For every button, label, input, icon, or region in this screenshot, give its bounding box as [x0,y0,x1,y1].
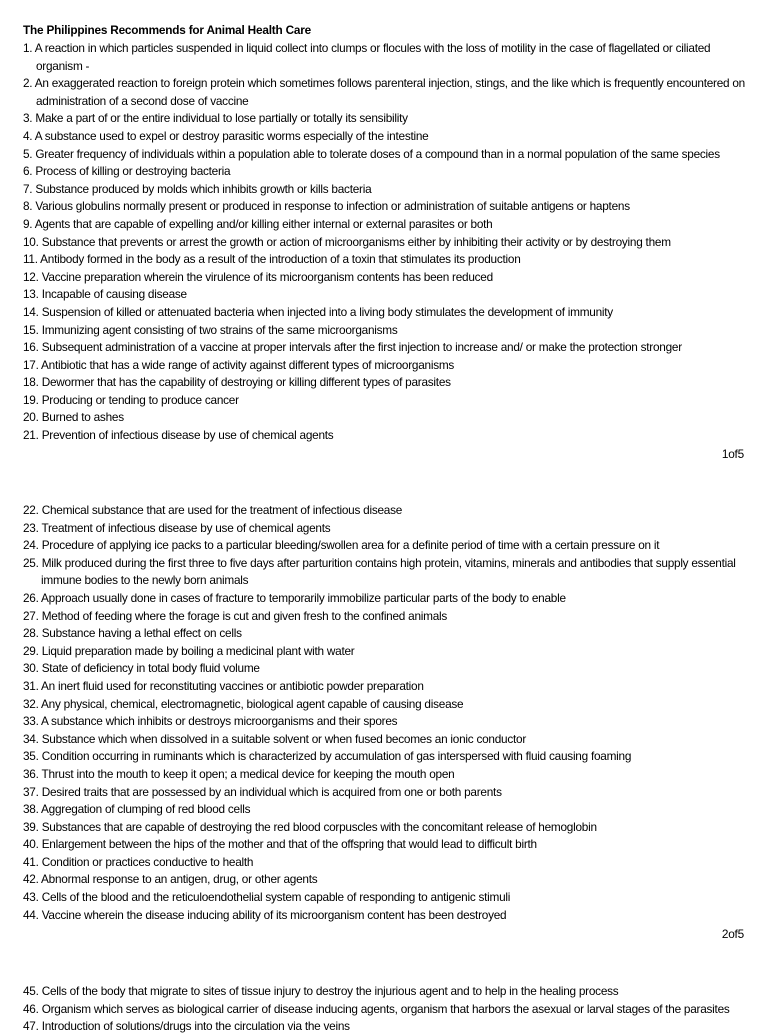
question-list-page-1 [23,40,745,445]
question-item [23,374,745,392]
question-number: 13. [23,287,39,302]
page-number-2: 2of5 [721,927,744,941]
question-text: Enlargement between the hips of the mother and that of the offspring that would lead to difficult birth [41,837,537,852]
question-number: 44. [23,907,39,922]
question-item [23,392,745,410]
page-number-1: 1of5 [721,447,744,461]
question-item [23,502,745,520]
question-number: 29. [23,643,39,658]
question-text: Agents that are capable of expelling and/or killing either internal or external parasites or both [34,216,493,231]
question-item [23,555,745,590]
question-text: Organism which serves as biological carrier of disease inducing agents, organism that harbors the asexual or larval stages of the parasites [41,1001,730,1016]
question-number: 22. [23,503,39,517]
question-item [23,75,745,110]
question-text: Dewormer that has the capability of destroying or killing different types of parasites [41,375,451,390]
question-item [23,537,745,555]
question-number: 46. [23,1001,39,1016]
question-number: 5. [23,146,33,161]
question-item [23,269,745,287]
question-item [23,983,745,1001]
question-number: 26. [23,590,39,605]
question-item [23,339,745,357]
question-number: 31. [23,678,39,693]
question-number: 34. [23,731,39,746]
question-text: Treatment of infectious disease by use of chemical agents [41,520,331,535]
question-number: 1. [23,41,33,55]
question-item [23,748,745,766]
question-text: Milk produced during the first three to five days after parturition contains high protein, vitamins, minerals and antibodies that supply essential [41,555,736,570]
question-item [23,286,745,304]
question-text: Subsequent administration of a vaccine at proper intervals after the first injection to increase and/ or make the protection stronger [41,340,682,355]
question-text: Antibody formed in the body as a result of the introduction of a toxin that stimulates its production [40,252,521,267]
question-number: 18. [23,375,39,390]
question-item [23,871,745,889]
question-text: Thrust into the mouth to keep it open; a medical device for keeping the mouth open [41,766,455,781]
question-text: Any physical, chemical, electromagnetic, biological agent capable of causing disease [41,696,464,711]
question-number: 25. [23,555,39,570]
question-number: 7. [23,181,33,196]
question-text: Antibiotic that has a wide range of activity against different types of microorganisms [41,357,455,372]
question-item [23,110,745,128]
question-number: 11. [23,252,38,267]
question-text-continued: organism - [36,58,90,73]
question-number: 20. [23,410,39,425]
question-item [23,409,745,427]
question-item [23,163,745,181]
question-text: Suspension of killed or attenuated bacteria when injected into a living body stimulates the development of immunity [41,304,613,319]
question-item [23,766,745,784]
question-text: An exaggerated reaction to foreign protein which sometimes follows parenteral injection, stings, and the like which is frequently encountered on [34,76,745,91]
question-item [23,520,745,538]
question-item [23,427,745,445]
question-item [23,357,745,375]
question-item [23,608,745,626]
question-number: 19. [23,392,39,407]
question-list-page-2 [23,502,745,924]
question-item [23,146,745,164]
question-number: 2. [23,76,33,91]
question-text: Introduction of solutions/drugs into the circulation via the veins [41,1019,350,1034]
question-text: Substance which when dissolved in a suitable solvent or when fused becomes an ionic conductor [41,731,527,746]
question-number: 23. [23,520,39,535]
question-number: 17. [23,357,39,372]
question-text: Greater frequency of individuals within a population able to tolerate doses of a compound than in a normal population of the same species [35,146,720,161]
question-number: 21. [23,428,39,443]
question-text: Vaccine wherein the disease inducing ability of its microorganism content has been destroyed [41,907,507,922]
question-text: An inert fluid used for reconstituting vaccines or antibiotic powder preparation [41,678,424,693]
question-number: 12. [23,269,39,284]
question-item [23,216,745,234]
question-item [23,40,745,75]
question-item [23,678,745,696]
question-number: 15. [23,322,39,337]
question-text-continued: administration of a second dose of vaccine [36,93,249,108]
question-text: Substance produced by molds which inhibits growth or kills bacteria [35,181,372,196]
question-text: Producing or tending to produce cancer [41,392,239,407]
question-item [23,625,745,643]
question-number: 41. [23,854,39,869]
question-item [23,731,745,749]
question-item [23,854,745,872]
question-number: 42. [23,872,39,887]
question-item [23,889,745,907]
question-item [23,181,745,199]
question-text: Various globulins normally present or produced in response to infection or administration of suitable antigens or haptens [35,199,630,214]
question-number: 28. [23,626,39,641]
question-list-page-3 [23,983,745,1036]
question-number: 43. [23,890,39,905]
question-text: Substance that prevents or arrest the growth or action of microorganisms either by inhibiting their activity or by destroying them [41,234,671,249]
question-text: Condition or practices conductive to health [41,854,254,869]
question-text: Procedure of applying ice packs to a particular bleeding/swollen area for a definite period of time with a certain pressure on it [41,538,660,553]
question-text: Cells of the blood and the reticuloendothelial system capable of responding to antigenic stimuli [41,890,511,905]
question-text: Aggregation of clumping of red blood cells [41,802,251,817]
question-item [23,660,745,678]
question-text: A substance used to expel or destroy parasitic worms especially of the intestine [34,128,429,143]
question-number: 16. [23,340,39,355]
question-item [23,836,745,854]
question-number: 38. [23,802,39,817]
question-item [23,696,745,714]
question-item [23,784,745,802]
question-number: 47. [23,1019,39,1034]
question-text: State of deficiency in total body fluid volume [41,661,260,676]
question-text: Burned to ashes [41,410,124,425]
question-number: 9. [23,216,33,231]
question-item [23,801,745,819]
question-number: 24. [23,538,39,553]
question-number: 3. [23,111,33,126]
question-item [23,234,745,252]
question-text-continued: immune bodies to the newly born animals [41,573,249,588]
question-text: Abnormal response to an antigen, drug, or other agents [41,872,318,887]
question-item [23,907,745,925]
question-number: 39. [23,819,39,834]
question-text: A substance which inhibits or destroys microorganisms and their spores [41,714,398,729]
question-number: 8. [23,199,33,214]
question-number: 33. [23,714,39,729]
question-text: Process of killing or destroying bacteria [35,164,231,179]
question-number: 6. [23,164,33,179]
question-text: Make a part of or the entire individual to lose partially or totally its sensibility [35,111,408,126]
question-text: Incapable of causing disease [41,287,187,302]
question-number: 10. [23,234,39,249]
question-text: Substances that are capable of destroying the red blood corpuscles with the concomitant release of hemoglobin [41,819,597,834]
question-item [23,1001,745,1019]
question-text: Condition occurring in ruminants which is characterized by accumulation of gas interspersed with fluid causing foaming [41,749,632,764]
question-text: Liquid preparation made by boiling a medicinal plant with water [41,643,355,658]
question-item [23,322,745,340]
question-number: 4. [23,128,33,143]
question-number: 45. [23,984,39,998]
question-item [23,304,745,322]
question-item [23,128,745,146]
question-item [23,251,745,269]
question-item [23,819,745,837]
question-text: Prevention of infectious disease by use of chemical agents [41,428,334,443]
question-text: Chemical substance that are used for the treatment of infectious disease [41,503,403,517]
question-text: Method of feeding where the forage is cut and given fresh to the confined animals [41,608,448,623]
question-number: 32. [23,696,39,711]
document-title: The Philippines Recommends for Animal Health Care [23,23,312,37]
question-text: Desired traits that are possessed by an individual which is acquired from one or both parents [41,784,502,799]
question-item [23,713,745,731]
question-number: 40. [23,837,39,852]
question-text: Approach usually done in cases of fracture to temporarily immobilize particular parts of the body to enable [41,590,566,605]
question-text: Immunizing agent consisting of two strains of the same microorganisms [41,322,398,337]
question-number: 14. [23,304,39,319]
question-text: Vaccine preparation wherein the virulence of its microorganism contents has been reduced [41,269,493,284]
question-text: Cells of the body that migrate to sites of tissue injury to destroy the injurious agent and to help in the healing process [41,984,619,998]
question-item [23,1018,745,1036]
question-number: 37. [23,784,39,799]
question-number: 30. [23,661,39,676]
question-item [23,590,745,608]
question-number: 27. [23,608,39,623]
question-item [23,643,745,661]
question-number: 36. [23,766,39,781]
question-text: Substance having a lethal effect on cells [41,626,242,641]
question-number: 35. [23,749,39,764]
question-text: A reaction in which particles suspended in liquid collect into clumps or flocules with the loss of motility in the case of flagellated or ciliated [34,41,711,55]
question-item [23,198,745,216]
